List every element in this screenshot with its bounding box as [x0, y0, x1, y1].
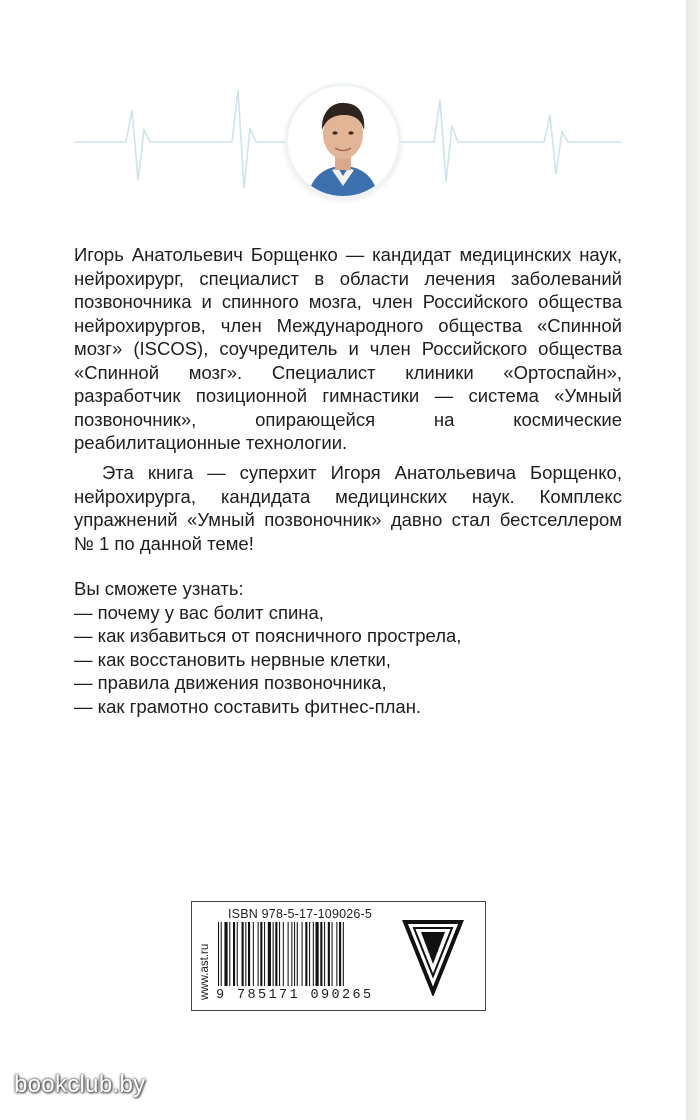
site-watermark: bookclub.by: [14, 1071, 146, 1098]
barcode-bar: [324, 922, 325, 986]
author-portrait: [288, 86, 398, 196]
barcode-bar: [339, 922, 341, 986]
list-item: — как восстановить нервные клетки,: [74, 648, 391, 670]
barcode-bar: [218, 922, 219, 986]
barcode-bar: [302, 922, 303, 986]
barcode-bar: [258, 922, 259, 986]
barcode-bar: [328, 922, 330, 986]
barcode-bar: [253, 922, 254, 986]
barcode-bar: [316, 922, 319, 986]
barcode-bar: [264, 922, 265, 986]
cover-edge: [686, 0, 700, 1120]
learn-list-intro: Вы сможете узнать:: [74, 578, 244, 599]
author-bio-text: Игорь Анатольевич Борщенко — кандидат медицинских наук, нейрохирург, специалист в области лечения заболеваний позвоночника и спинного мозга, член Российского общества нейрохирургов, член Международного общества «Спинной мозг» (ISCOS), соучредитель и член Российского общества «Спинной мозг». Специалист клиники «Ортоспайн», разработчик позиционной гимнастики — система «Умный позвоночник», опирающейся на космические реабилитационные технологии.: [74, 244, 623, 453]
barcode-bar: [283, 922, 284, 986]
book-description-text: Эта книга — суперхит Игоря Анатольевича Борщенко, нейрохирурга, кандидата медицинских наук. Комплекс упражнений «Умный позвоночник» давно стал бестселлером № 1 по данной теме!: [74, 462, 622, 554]
list-item: — как грамотно составить фитнес-план.: [74, 695, 422, 717]
barcode-bar: [229, 922, 230, 986]
barcode-bar: [233, 922, 235, 986]
learn-list: [74, 577, 622, 718]
list-item: — правила движения позвоночника,: [74, 672, 387, 693]
barcode-bar: [336, 922, 337, 986]
barcode-bar: [297, 922, 298, 986]
barcode-digits: 9 785171 090265: [216, 988, 374, 1003]
publisher-logo: [402, 916, 464, 996]
barcode-bar: [294, 922, 295, 986]
barcode-bar: [224, 922, 227, 986]
barcode-bar: [305, 922, 307, 986]
barcode-bar: [275, 922, 277, 986]
barcode-bar: [343, 922, 344, 986]
svg-text:www.ast.ru: www.ast.ru: [199, 943, 211, 1000]
barcode-bar: [279, 922, 280, 986]
barcode-bar: [288, 922, 289, 986]
barcode-bar: [242, 922, 244, 986]
barcode-bar: [268, 922, 271, 986]
barcode-bar: [332, 922, 333, 986]
barcode-bar: [313, 922, 314, 986]
barcode-bar: [291, 922, 292, 986]
author-bio: [74, 243, 622, 455]
list-item: — почему у вас болит спина,: [74, 601, 324, 623]
isbn-barcode-block: [191, 901, 486, 1011]
barcode-bar: [309, 922, 310, 986]
barcode-bar: [320, 922, 322, 986]
list-item: — как избавиться от поясничного прострела,: [74, 625, 462, 646]
barcode-bar: [237, 922, 238, 986]
isbn-number: ISBN 978-5-17-109026-5: [228, 907, 373, 921]
barcode-bar: [221, 922, 222, 986]
barcode-bar: [273, 922, 274, 986]
publisher-website: [196, 908, 212, 1004]
book-description: [74, 461, 622, 555]
barcode: [216, 922, 386, 988]
barcode-bar: [248, 922, 250, 986]
barcode-bar: [245, 922, 246, 986]
barcode-bar: [260, 922, 262, 986]
